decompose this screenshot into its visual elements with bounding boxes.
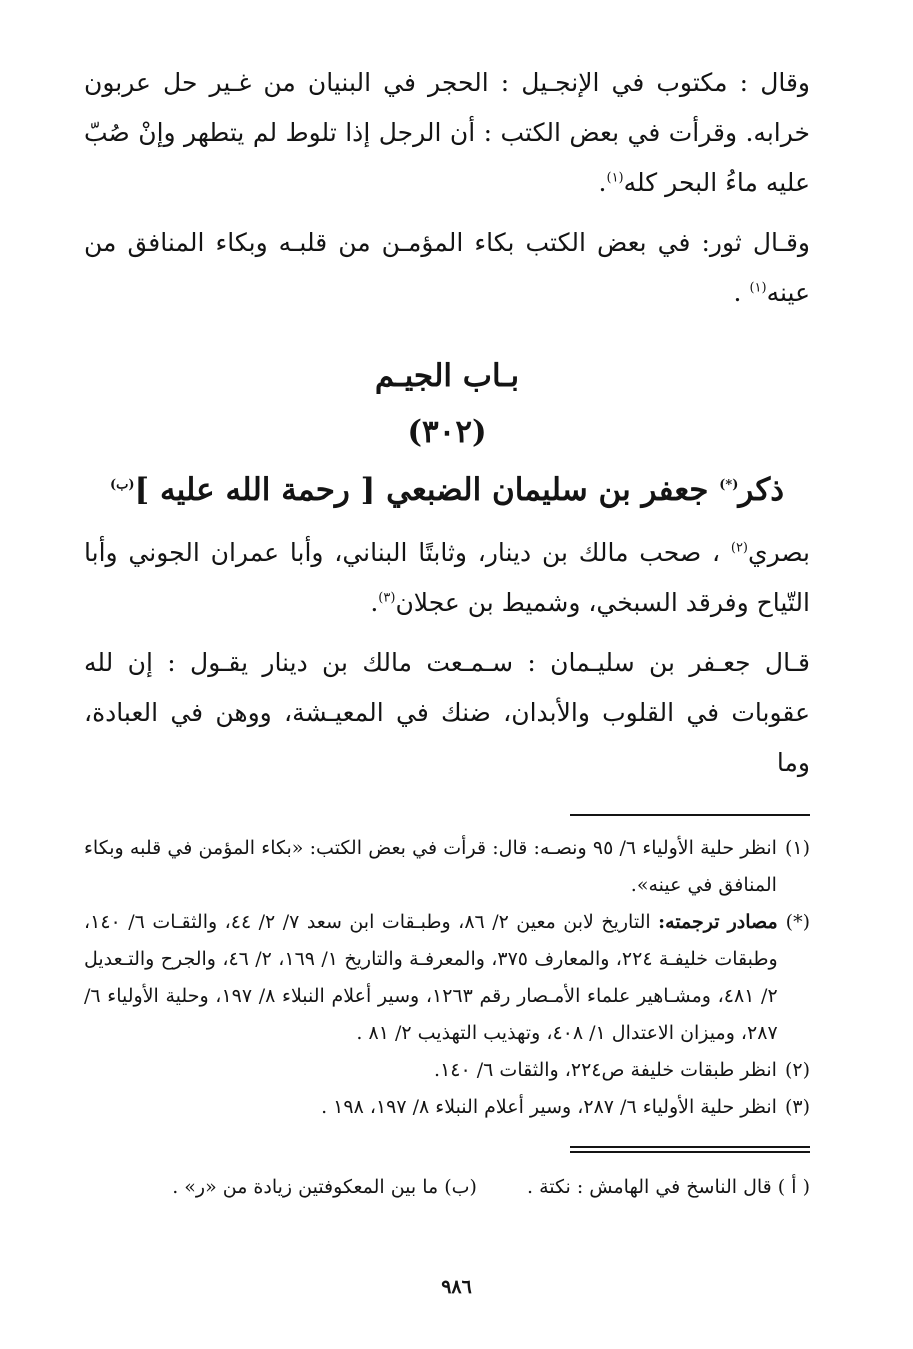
footnote-ref-1b[interactable]: (١) <box>749 280 767 296</box>
book-page <box>84 58 810 1207</box>
footnote-1 <box>84 830 810 904</box>
footnote-sources <box>84 904 810 1052</box>
variant-note-b: (ب) ما بين المعكوفتين زيادة من «ر» . <box>172 1176 477 1198</box>
footnote-ref-3[interactable]: (٣) <box>378 590 396 606</box>
footnote-ref-1[interactable]: (١) <box>606 170 624 186</box>
footnote-3 <box>84 1089 810 1126</box>
footnote-mark: (*) <box>785 911 810 933</box>
entry-number: (٣٠٢) <box>407 414 487 450</box>
footnote-text: انظر طبقات خليفة ص٢٢٤، والثقات ٦/ ١٤٠. <box>434 1059 777 1081</box>
entry-paragraph-1: بصري$^{(٢)}$ ، صحب مالك بن دينار، وثابتًا البناني، وأبا عمران الجوني وأبا التّياح وفرقد السبخي، وشميط بن عجلان$^{(٣)}$. <box>84 538 810 617</box>
footnote-text: مصادر ترجمته: التاريخ لابن معين ٢/ ٨٦، وطبـقات ابن سعد ٧/ ٢/ ٤٤، والثقـات ٦/ ١٤٠، وطبقات خليفـة ٢٢٤، والمعارف ٣٧٥، والمعرفـة والتاريخ ١/ ١٦٩، ٢/ ٤٦، والجرح والتـعديل ٢/ ٤٨١، ومشـاهير علماء الأمـصار رقم ١٢٦٣، وسير أعلام النبلاء ٨/ ١٩٧، وحلية الأولياء ٦/ ٢٨٧، وميزان الاعتدال ١/ ٤٠٨، وتهذيب التهذيب ٢/ ٨١ . <box>84 911 778 1044</box>
chapter-title: بـاب الجيـم <box>374 358 520 394</box>
body-paragraph-1: وقال : مكتوب في الإنجـيل : الحجر في البنيان من غـير حل عربون خرابه. وقرأت في بعض الكتب : أن الرجل إذا تلوط لم يتطهر وإنْ صُبّ عليه ماءُ البحر كله$^{(١)}$. <box>84 68 810 197</box>
footnote-mark: (٣) <box>784 1096 810 1118</box>
footnote-mark: (٢) <box>784 1059 810 1081</box>
page-number: ٩٨٦ <box>441 1276 472 1298</box>
variant-notes <box>84 1167 810 1207</box>
sources-note-ref[interactable]: (*) <box>719 477 739 493</box>
footnote-label: مصادر ترجمته: <box>658 911 778 933</box>
footnote-text: انظر حلية الأولياء ٦/ ٢٨٧، وسير أعلام النبلاء ٨/ ١٩٧، ١٩٨ . <box>321 1096 777 1118</box>
entry-paragraph-2: قـال جعـفر بن سليـمان : سـمـعت مالك بن دينار يقـول : إن لله عقوبات في القلوب والأبدان، ضنك في المعيـشة، ووهن في العبادة، وما <box>84 648 810 777</box>
variant-note-a: ( أ ) قال الناسخ في الهامش : نكتة . <box>527 1176 810 1198</box>
footnote-2 <box>84 1052 810 1089</box>
entry-title: ذكر(*) جعفر بن سليمان الضبعي [ رحمة الله عليه ]$^{(ب)}$ <box>109 472 785 508</box>
footnote-mark: (١) <box>784 837 810 859</box>
body-paragraph-2: وقـال ثور: في بعض الكتب بكاء المؤمـن من قلبـه وبكاء المنافق من عينه$^{(١)}$ . <box>84 228 810 307</box>
variant-note-ref-b[interactable]: (ب) <box>109 477 135 493</box>
variant-notes-separator <box>570 1146 810 1153</box>
footnotes <box>84 830 810 1126</box>
footnote-separator <box>570 814 810 816</box>
footnote-text: انظر حلية الأولياء ٦/ ٩٥ ونصـه: قال: قرأت في بعض الكتب: «بكاء المؤمن في قلبه وبكاء المنافق في عينه». <box>84 837 777 896</box>
footnote-ref-2[interactable]: (٢) <box>730 540 748 556</box>
